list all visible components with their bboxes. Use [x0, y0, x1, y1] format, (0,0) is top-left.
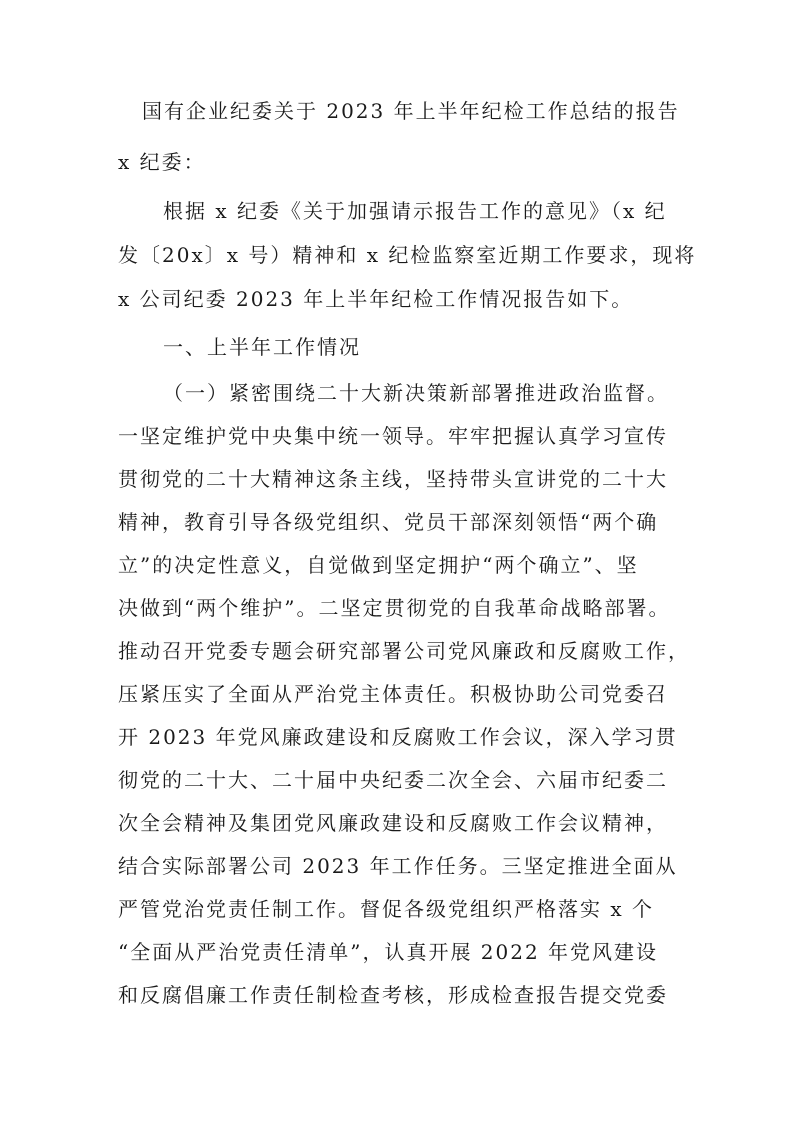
body-line: 发〔20x〕x 号）精神和 x 纪检监察室近期工作要求，现将 — [118, 243, 697, 267]
body-line: 结合实际部署公司 2023 年工作任务。三坚定推进全面从 — [118, 854, 678, 878]
body-line: 决做到“两个维护”。二坚定贯彻党的自我革命战略部署。 — [118, 596, 671, 620]
body-line: 彻党的二十大、二十届中央纪委二次全会、六届市纪委二 — [118, 768, 668, 792]
body-line: 推动召开党委专题会研究部署公司党风廉政和反腐败工作， — [118, 639, 690, 663]
body-line: 贯彻党的二十大精神这条主线，坚持带头宣讲党的二十大 — [118, 467, 668, 491]
body-line: 精神，教育引导各级党组织、党员干部深刻领悟“两个确 — [118, 510, 659, 534]
salutation: x 纪委： — [118, 150, 206, 174]
subsection-heading: （一）紧密围绕二十大新决策新部署推进政治监督。 — [163, 381, 669, 405]
body-line: 压紧压实了全面从严治党主体责任。积极协助公司党委召 — [118, 682, 668, 706]
body-line: 和反腐倡廉工作责任制检查考核，形成检查报告提交党委 — [118, 983, 668, 1007]
document-title: 国有企业纪委关于 2023 年上半年纪检工作总结的报告 — [142, 99, 680, 123]
body-line: 根据 x 纪委《关于加强请示报告工作的意见》（x 纪 — [163, 199, 667, 223]
body-line: x 公司纪委 2023 年上半年纪检工作情况报告如下。 — [118, 287, 634, 311]
section-heading: 一、上半年工作情况 — [163, 335, 361, 359]
body-line: 一坚定维护党中央集中统一领导。牢牢把握认真学习宣传 — [118, 424, 668, 448]
body-line: 严管党治党责任制工作。督促各级党组织严格落实 x 个 — [118, 897, 654, 921]
body-line: 开 2023 年党风廉政建设和反腐败工作会议，深入学习贯 — [118, 725, 678, 749]
body-line: “全面从严治党责任清单”，认真开展 2022 年党风建设 — [118, 940, 659, 964]
body-line: 立”的决定性意义，自觉做到坚定拥护“两个确立”、坚 — [118, 553, 639, 577]
body-line: 次全会精神及集团党风廉政建设和反腐败工作会议精神， — [118, 811, 668, 835]
